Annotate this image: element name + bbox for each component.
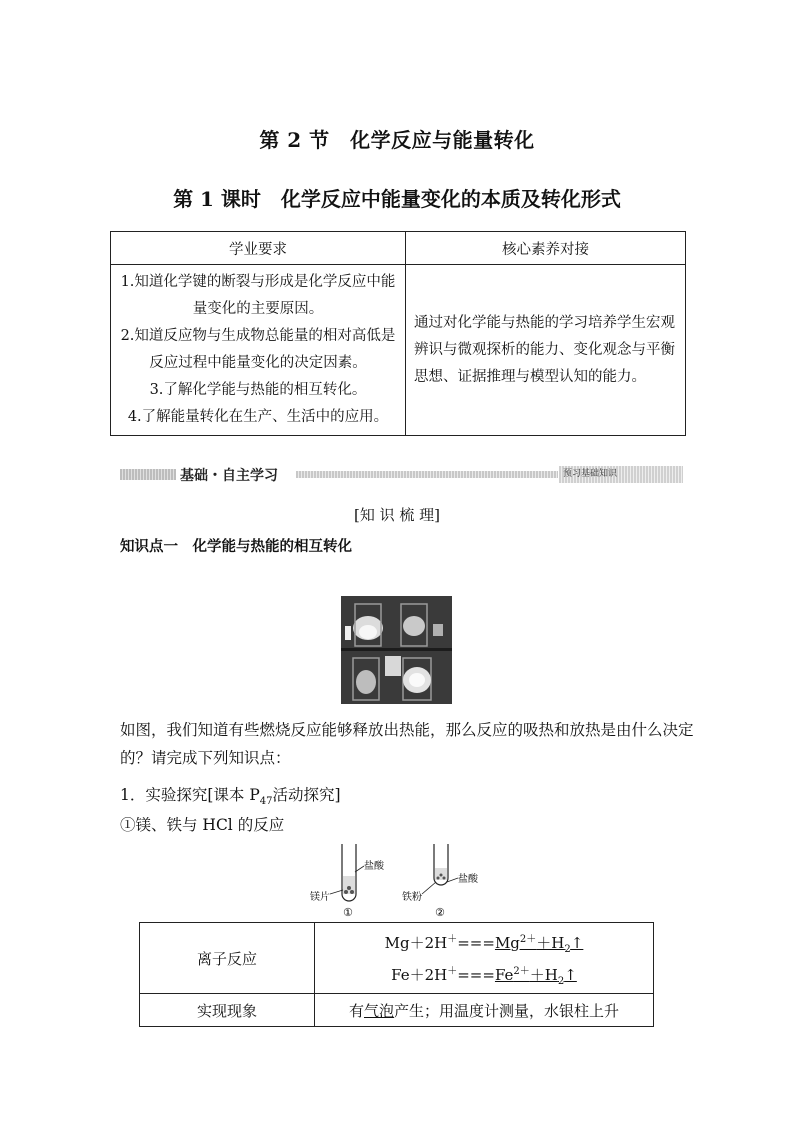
equation-magnesium: $Mg+2H^+===Mg^{2+}+H_2↑$ (315, 923, 654, 959)
header-requirements: 学业要求 (111, 232, 406, 265)
requirements-list (111, 265, 406, 436)
label-acid-2: 盐酸 (458, 874, 478, 885)
requirement-item: 2.知道反应物与生成物总能量的相对高低是反应过程中能量变化的决定因素。 (120, 328, 396, 371)
label-number-2: ② (435, 906, 445, 919)
competency-text: 通过对化学能与热能的学习培养学生宏观辨识与微观探析的能力、变化观念与平衡思想、证据推理与模型认知的能力。 (406, 265, 686, 436)
label-iron-powder: 铁粉 (402, 892, 422, 903)
equation-iron: $Fe+2H^+===Fe^{2+}+H_2↑$ (315, 958, 654, 994)
label-number-1: ① (343, 906, 353, 919)
requirements-table (110, 231, 686, 436)
lesson-title: 第 1 课时 化学反应中能量变化的本质及转化形式 (173, 187, 621, 211)
page-number-subscript: 47 (259, 796, 273, 808)
experiment-item-suffix: 活动探究] (272, 786, 341, 804)
banner-decor-middle (296, 471, 558, 478)
section-banner (120, 466, 683, 483)
phenomenon-text: 有气泡产生；用温度计测量，水银柱上升 (315, 994, 654, 1027)
combustion-photo (341, 596, 452, 704)
banner-title: 基础・自主学习 (180, 468, 278, 484)
section-title: 第 2 节 化学反应与能量转化 (259, 128, 535, 152)
knowledge-point-title: 知识点一 化学能与热能的相互转化 (120, 539, 352, 555)
header-competency: 核心素养对接 (406, 232, 686, 265)
phenomenon-label: 实现现象 (140, 994, 315, 1027)
reaction-table (139, 922, 654, 1027)
label-acid-1: 盐酸 (364, 861, 384, 872)
experiment-item-prefix: 1．实验探究[课本 P (120, 786, 260, 804)
label-magnesium: 镁片 (310, 892, 330, 903)
reaction-item: ①镁、铁与 HCl 的反应 (120, 816, 285, 834)
banner-right-label: 预习基础知识 (559, 466, 683, 483)
banner-decor-left (120, 469, 176, 480)
intro-paragraph: 如图，我们知道有些燃烧反应能够释放出热能，那么反应的吸热和放热是由什么决定的？请完成下列知识点： (120, 721, 694, 767)
requirement-item: 1.知道化学键的断裂与形成是化学反应中能量变化的主要原因。 (120, 274, 396, 317)
test-tube-diagram (300, 842, 500, 922)
ionic-reaction-label: 离子反应 (140, 923, 315, 994)
requirement-item: 3.了解化学能与热能的相互转化。 (149, 382, 367, 398)
requirement-item: 4.了解能量转化在生产、生活中的应用。 (127, 409, 389, 425)
knowledge-summary-heading: [知 识 梳 理] (353, 506, 440, 524)
